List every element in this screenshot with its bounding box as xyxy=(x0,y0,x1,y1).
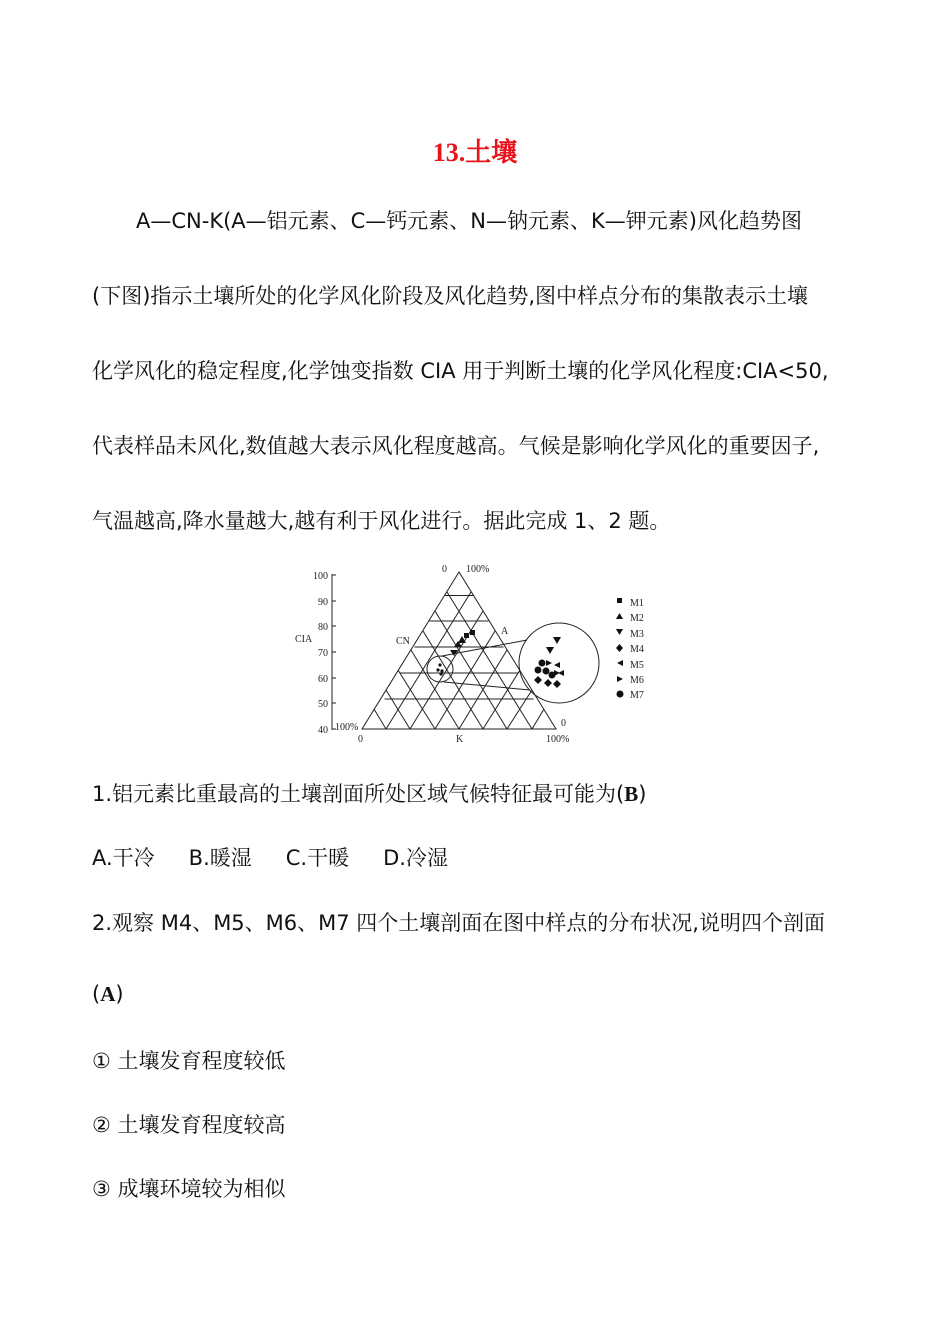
question-1-close: ) xyxy=(638,782,647,806)
cia-tick-label: 40 xyxy=(318,725,328,736)
weathering-trend-diagram xyxy=(290,560,660,750)
k-axis-label: K xyxy=(456,734,464,745)
question-1-answer: B xyxy=(624,782,639,806)
option-a: A.干冷 xyxy=(92,846,155,870)
zoom-callout xyxy=(427,623,599,703)
magnified-point-m7 xyxy=(543,668,550,675)
question-2-answer: A xyxy=(100,982,116,1006)
cn-axis-label: CN xyxy=(396,636,410,647)
legend-marker-m7 xyxy=(617,691,624,698)
sample-point-cluster xyxy=(439,672,442,675)
sample-point-cluster xyxy=(440,669,443,672)
question-2-stem: 2.观察 M4、M5、M6、M7 四个土壤剖面在图中样点的分布状况,说明四个剖面 xyxy=(92,911,825,935)
cia-tick-label: 100 xyxy=(313,571,328,582)
magnified-point-m6 xyxy=(554,670,560,676)
sample-points xyxy=(436,630,475,676)
cia-tick-label: 80 xyxy=(318,622,328,633)
sample-point-m1 xyxy=(470,630,475,635)
magnified-point-m4 xyxy=(534,676,542,684)
question-1-stem xyxy=(92,778,862,808)
intro-line-4: 代表样品未风化,数值越大表示风化程度越高。气候是影响化学风化的重要因子, xyxy=(92,434,820,458)
legend-marker-m3 xyxy=(616,629,623,635)
question-2-answer-line xyxy=(92,982,862,1007)
sample-point-cluster xyxy=(438,663,441,666)
magnified-point-m4 xyxy=(553,680,561,688)
vertex-bottom-left-pct: 100% xyxy=(335,722,359,733)
statement-1: ① 土壤发育程度较低 xyxy=(92,1049,286,1073)
magnified-point-m6 xyxy=(546,660,552,666)
page-title: 13.土壤 xyxy=(432,138,518,167)
legend-label-m2: M2 xyxy=(630,613,644,624)
intro-line-5: 气温越高,降水量越大,越有利于风化进行。据此完成 1、2 题。 xyxy=(92,509,671,533)
option-b: B.暖湿 xyxy=(188,846,252,870)
cia-tick-label: 50 xyxy=(318,699,328,710)
question-2-close: ) xyxy=(115,982,124,1006)
cia-tick-label: 60 xyxy=(318,674,328,685)
magnified-point-m4 xyxy=(544,679,552,687)
magnified-point-m7 xyxy=(539,660,546,667)
cia-tick-label: 70 xyxy=(318,648,328,659)
magnified-points xyxy=(534,637,564,688)
cia-axis xyxy=(332,574,336,730)
statement-2: ② 土壤发育程度较高 xyxy=(92,1113,286,1137)
legend-label-m1: M1 xyxy=(630,598,644,609)
sample-point-m1 xyxy=(464,633,469,638)
statement-3: ③ 成壤环境较为相似 xyxy=(92,1177,286,1201)
vertex-top-left-label: 0 xyxy=(442,564,447,575)
sample-point-cluster xyxy=(436,668,439,671)
magnified-point-m3 xyxy=(553,637,561,644)
legend-label-m5: M5 xyxy=(630,660,644,671)
magnified-point-m3 xyxy=(546,647,554,654)
legend-label-m7: M7 xyxy=(630,690,644,701)
legend-label-m4: M4 xyxy=(630,644,644,655)
ternary-grid xyxy=(362,572,556,729)
vertex-top-right-label: 100% xyxy=(466,564,490,575)
question-1-text: 1.铝元素比重最高的土壤剖面所处区域气候特征最可能为( xyxy=(92,782,625,806)
a-axis-label: A xyxy=(501,626,509,637)
cia-axis-label: CIA xyxy=(295,634,313,645)
intro-line-2: (下图)指示土壤所处的化学风化阶段及风化趋势,图中样点分布的集散表示土壤 xyxy=(92,284,809,308)
vertex-bottom-right-pct: 100% xyxy=(546,734,570,745)
option-c: C.干暖 xyxy=(285,846,350,870)
legend-label-m6: M6 xyxy=(630,675,644,686)
intro-line-1: A—CN-K(A—铝元素、C—钙元素、N—钠元素、K—钾元素)风化趋势图 xyxy=(136,209,802,233)
legend-marker-m5 xyxy=(617,660,623,666)
cia-tick-label: 90 xyxy=(318,597,328,608)
legend-label-m3: M3 xyxy=(630,629,644,640)
question-1-options xyxy=(92,842,862,872)
vertex-bottom-left-zero: 0 xyxy=(358,734,363,745)
option-d: D.冷湿 xyxy=(383,846,448,870)
question-2-open: ( xyxy=(92,982,101,1006)
vertex-bottom-right-zero: 0 xyxy=(561,718,566,729)
intro-line-3: 化学风化的稳定程度,化学蚀变指数 CIA 用于判断土壤的化学风化程度:CIA<50, xyxy=(92,359,829,383)
legend-marker-m1 xyxy=(617,598,622,603)
legend xyxy=(616,598,644,701)
legend-marker-m6 xyxy=(617,676,623,682)
legend-marker-m4 xyxy=(616,644,623,652)
magnified-point-m5 xyxy=(554,662,560,668)
magnified-point-m7 xyxy=(535,667,542,674)
legend-marker-m2 xyxy=(616,613,623,619)
